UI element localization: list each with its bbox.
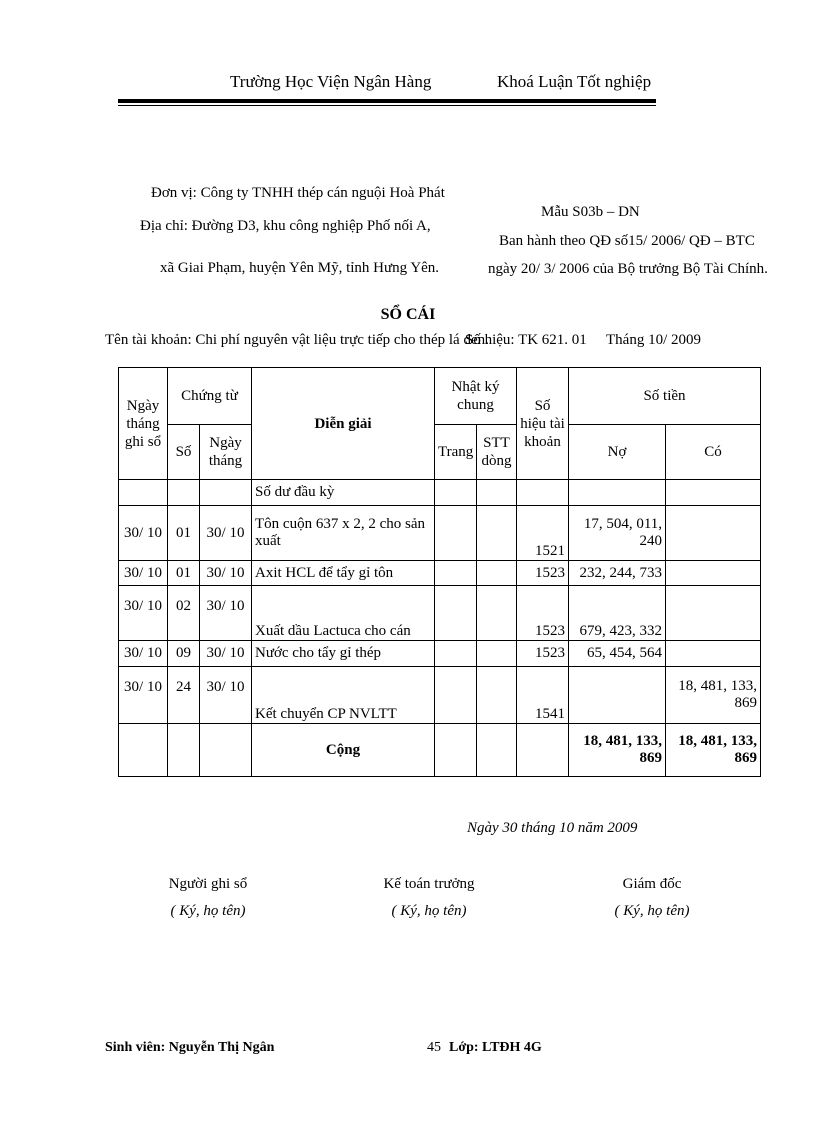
cell-voucher-date: 30/ 10 — [200, 561, 252, 586]
cell-credit: 18, 481, 133, 869 — [666, 667, 761, 724]
cell-page — [435, 641, 477, 667]
total-credit: 18, 481, 133, 869 — [666, 724, 761, 777]
header-line: STT dòng — [477, 425, 517, 480]
cell-voucher-date: 30/ 10 — [200, 641, 252, 667]
cell-voucher-date: 30/ 10 — [200, 506, 252, 561]
cell-line — [477, 586, 517, 641]
company-address-2: xã Giai Phạm, huyện Yên Mỹ, tỉnh Hưng Yên. — [160, 260, 440, 276]
total-debit: 18, 481, 133, 869 — [569, 724, 666, 777]
header-voucher-no: Số — [168, 425, 200, 480]
header-rule-thin — [118, 105, 656, 106]
cell-voucher-no: 09 — [168, 641, 200, 667]
ledger-month: Tháng 10/ 2009 — [606, 332, 701, 348]
accountant-note: ( Ký, họ tên) — [391, 903, 467, 919]
school-name: Trường Học Viện Ngân Hàng — [230, 72, 432, 91]
cell-voucher-date: 30/ 10 — [200, 667, 252, 724]
form-code: Mẫu S03b – DN — [541, 204, 640, 220]
cell-debit: 65, 454, 564 — [569, 641, 666, 667]
cell-account: 1521 — [517, 506, 569, 561]
header-account: Số hiệu tài khoản — [517, 368, 569, 480]
cell-date: 30/ 10 — [119, 506, 168, 561]
header-page: Trang — [435, 425, 477, 480]
cell-line — [477, 667, 517, 724]
cell-date: 30/ 10 — [119, 561, 168, 586]
cell-voucher-date: 30/ 10 — [200, 586, 252, 641]
header-description: Diễn giải — [252, 368, 435, 480]
cell-voucher-no: 24 — [168, 667, 200, 724]
form-date: ngày 20/ 3/ 2006 của Bộ trưởng Bộ Tài Chính. — [488, 261, 768, 277]
table-row-opening — [119, 480, 761, 506]
table-row-total — [119, 724, 761, 777]
cell-page — [435, 561, 477, 586]
cell-date: 30/ 10 — [119, 586, 168, 641]
company-address-1: Địa chỉ: Đường D3, khu công nghiệp Phố nối A, — [140, 218, 431, 234]
cell-voucher-no: 01 — [168, 506, 200, 561]
cell-debit: 232, 244, 733 — [569, 561, 666, 586]
account-name: Tên tài khoản: Chi phí nguyên vật liệu trực tiếp cho thép lá đen. — [105, 332, 489, 348]
header-journal: Nhật ký chung — [435, 368, 517, 425]
cell-debit: 679, 423, 332 — [569, 586, 666, 641]
director-note: ( Ký, họ tên) — [614, 903, 690, 919]
cell-page — [435, 667, 477, 724]
cell-line — [477, 561, 517, 586]
recorder-note: ( Ký, họ tên) — [170, 903, 246, 919]
footer-page-number: 45 — [427, 1040, 441, 1055]
header-rule — [118, 99, 656, 103]
table-row — [119, 586, 761, 641]
cell-page — [435, 586, 477, 641]
cell-line — [477, 641, 517, 667]
cell-date: 30/ 10 — [119, 667, 168, 724]
cell-account: 1523 — [517, 586, 569, 641]
cell-voucher-no: 02 — [168, 586, 200, 641]
cell-credit — [666, 561, 761, 586]
cell-debit — [569, 667, 666, 724]
cell-account: 1523 — [517, 561, 569, 586]
cell-debit: 17, 504, 011, 240 — [569, 506, 666, 561]
account-number: Số hiệu: TK 621. 01 — [465, 332, 587, 348]
company-unit: Đơn vị: Công ty TNHH thép cán nguội Hoà Phát — [151, 185, 445, 201]
cell-description: Tôn cuộn 637 x 2, 2 cho sản xuất — [252, 506, 435, 561]
cell-description: Xuất dầu Lactuca cho cán — [252, 586, 435, 641]
header-voucher: Chứng từ — [168, 368, 252, 425]
cell-account: 1523 — [517, 641, 569, 667]
footer-class: Lớp: LTĐH 4G — [449, 1040, 542, 1055]
cell-voucher-no: 01 — [168, 561, 200, 586]
table-row — [119, 561, 761, 586]
header-debit: Nợ — [569, 425, 666, 480]
thesis-title: Khoá Luận Tốt nghiệp — [497, 72, 652, 91]
cell-page — [435, 506, 477, 561]
cell-credit — [666, 586, 761, 641]
header-credit: Có — [666, 425, 761, 480]
cell-credit — [666, 641, 761, 667]
accountant-title: Kế toán trưởng — [383, 876, 475, 892]
total-label: Cộng — [252, 724, 435, 777]
cell-account: 1541 — [517, 667, 569, 724]
recorder-title: Người ghi sổ — [168, 876, 248, 892]
form-issued: Ban hành theo QĐ số15/ 2006/ QĐ – BTC — [499, 233, 755, 249]
footer-student: Sinh viên: Nguyễn Thị Ngân — [105, 1040, 275, 1055]
cell-credit — [666, 506, 761, 561]
cell-description: Nước cho tẩy gỉ thép — [252, 641, 435, 667]
signoff-date: Ngày 30 tháng 10 năm 2009 — [467, 820, 638, 836]
header-voucher-date: Ngày tháng — [200, 425, 252, 480]
ledger-table — [118, 367, 761, 777]
cell-description: Kết chuyển CP NVLTT — [252, 667, 435, 724]
header-amount: Số tiền — [569, 368, 761, 425]
opening-balance-label: Số dư đầu kỳ — [252, 480, 435, 506]
ledger-title: SỔ CÁI — [380, 306, 436, 323]
cell-line — [477, 506, 517, 561]
header-date: Ngày tháng ghi sổ — [119, 368, 168, 480]
table-row — [119, 641, 761, 667]
cell-description: Axit HCL để tẩy gỉ tôn — [252, 561, 435, 586]
director-title: Giám đốc — [622, 876, 682, 892]
table-row — [119, 667, 761, 724]
cell-date: 30/ 10 — [119, 641, 168, 667]
table-row — [119, 506, 761, 561]
